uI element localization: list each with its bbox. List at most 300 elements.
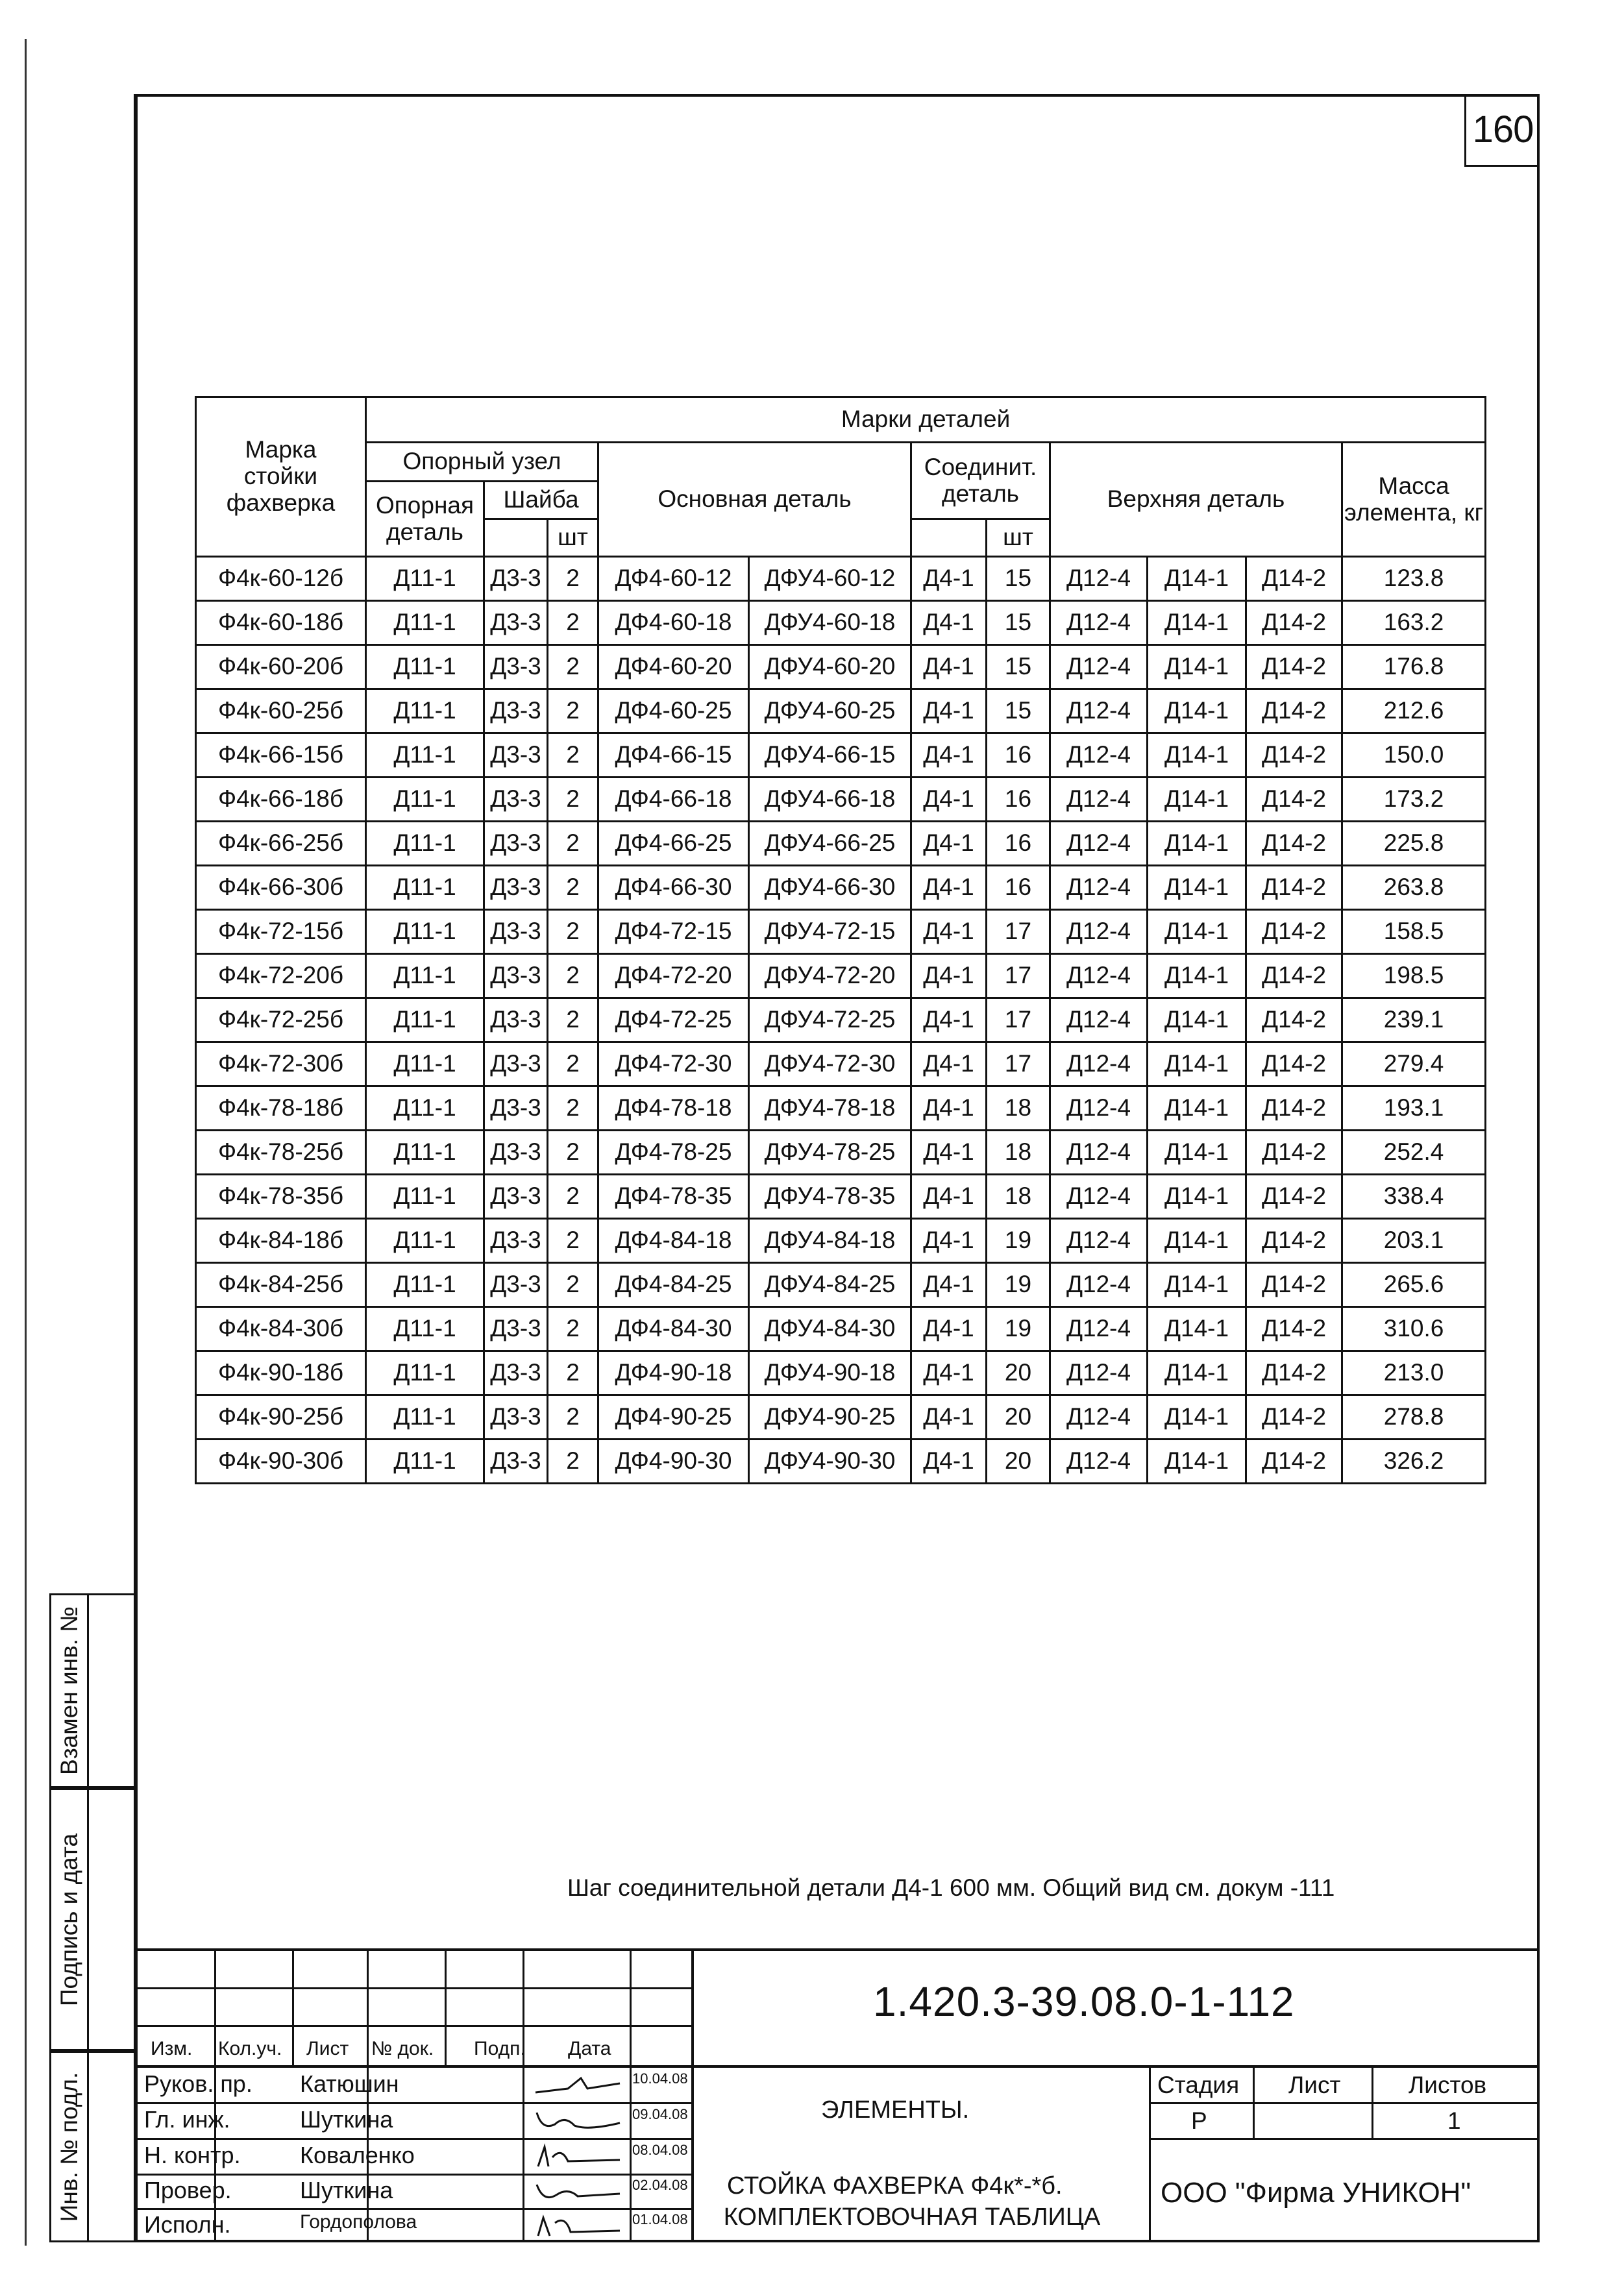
row-washer: Д3-3 xyxy=(484,645,548,689)
row-mark: Ф4к-60-25б xyxy=(196,689,366,733)
footnote: Шаг соединительной детали Д4-1 600 мм. Общий вид см. докум -111 xyxy=(567,1874,1335,1901)
row-main-part-alt: ДФУ4-84-25 xyxy=(749,1263,911,1307)
row-upper-part-2: Д14-1 xyxy=(1148,1440,1246,1484)
row-upper-part-2: Д14-1 xyxy=(1148,1219,1246,1263)
title-line-2: СТОЙКА ФАХВЕРКА Ф4к*-*б. xyxy=(727,2172,1063,2200)
row-connector-qty: 18 xyxy=(987,1175,1050,1219)
row-upper-part-3: Д14-2 xyxy=(1246,778,1342,822)
row-connector: Д4-1 xyxy=(911,866,987,910)
row-connector-qty: 16 xyxy=(987,866,1050,910)
table-row xyxy=(196,1131,1486,1175)
row-mark: Ф4к-66-25б xyxy=(196,822,366,866)
row-mass: 212.6 xyxy=(1342,689,1486,733)
sheet-number: 160 xyxy=(1464,94,1540,167)
row-main-part-alt: ДФУ4-72-20 xyxy=(749,954,911,998)
row-upper-part-2: Д14-1 xyxy=(1148,1042,1246,1086)
row-connector-qty: 19 xyxy=(987,1307,1050,1351)
row-support-part: Д11-1 xyxy=(366,778,484,822)
row-connector: Д4-1 xyxy=(911,910,987,954)
row-mark: Ф4к-60-20б xyxy=(196,645,366,689)
table-row xyxy=(196,1175,1486,1219)
row-washer: Д3-3 xyxy=(484,1219,548,1263)
row-main-part: ДФ4-90-18 xyxy=(598,1351,749,1395)
row-connector: Д4-1 xyxy=(911,822,987,866)
row-washer: Д3-3 xyxy=(484,1263,548,1307)
row-mass: 173.2 xyxy=(1342,778,1486,822)
row-mark: Ф4к-66-18б xyxy=(196,778,366,822)
row-main-part: ДФ4-84-30 xyxy=(598,1307,749,1351)
table-row xyxy=(196,733,1486,778)
row-mass: 278.8 xyxy=(1342,1395,1486,1440)
row-upper-part-1: Д12-4 xyxy=(1050,557,1148,601)
row-main-part-alt: ДФУ4-78-35 xyxy=(749,1175,911,1219)
table-row xyxy=(196,998,1486,1042)
signature-scribble xyxy=(529,2105,626,2136)
row-support-part: Д11-1 xyxy=(366,1086,484,1131)
row-mark: Ф4к-66-15б xyxy=(196,733,366,778)
row-upper-part-1: Д12-4 xyxy=(1050,1263,1148,1307)
row-upper-part-1: Д12-4 xyxy=(1050,1395,1148,1440)
row-mass: 279.4 xyxy=(1342,1042,1486,1086)
row-mass: 326.2 xyxy=(1342,1440,1486,1484)
company-name: ООО "Фирма УНИКОН" xyxy=(1161,2177,1471,2209)
title-line-1: ЭЛЕМЕНТЫ. xyxy=(821,2096,970,2124)
row-support-part: Д11-1 xyxy=(366,601,484,645)
row-connector-qty: 17 xyxy=(987,954,1050,998)
header-washer-blank xyxy=(484,519,548,557)
row-main-part: ДФ4-66-30 xyxy=(598,866,749,910)
row-connector: Д4-1 xyxy=(911,1351,987,1395)
row-upper-part-1: Д12-4 xyxy=(1050,998,1148,1042)
sheet-label: Лист xyxy=(1288,2072,1341,2098)
row-main-part-alt: ДФУ4-66-15 xyxy=(749,733,911,778)
row-upper-part-2: Д14-1 xyxy=(1148,910,1246,954)
row-washer: Д3-3 xyxy=(484,1395,548,1440)
row-connector-qty: 20 xyxy=(987,1395,1050,1440)
row-upper-part-1: Д12-4 xyxy=(1050,645,1148,689)
row-upper-part-3: Д14-2 xyxy=(1246,1351,1342,1395)
row-support-part: Д11-1 xyxy=(366,866,484,910)
stage-label: Стадия xyxy=(1157,2072,1240,2098)
row-main-part: ДФ4-84-18 xyxy=(598,1219,749,1263)
sheets-label: Листов xyxy=(1409,2072,1487,2098)
side-label-signature: Подпись и дата xyxy=(55,1833,82,2006)
row-upper-part-3: Д14-2 xyxy=(1246,954,1342,998)
row-upper-part-3: Д14-2 xyxy=(1246,1307,1342,1351)
row-washer-qty: 2 xyxy=(548,822,598,866)
table-row xyxy=(196,778,1486,822)
row-connector: Д4-1 xyxy=(911,689,987,733)
table-row xyxy=(196,954,1486,998)
row-mark: Ф4к-72-25б xyxy=(196,998,366,1042)
row-mass: 213.0 xyxy=(1342,1351,1486,1395)
row-upper-part-2: Д14-1 xyxy=(1148,1086,1246,1131)
person-date: 10.04.08 xyxy=(632,2070,688,2087)
row-mark: Ф4к-72-20б xyxy=(196,954,366,998)
header-washer-qty: шт xyxy=(548,519,598,557)
row-connector: Д4-1 xyxy=(911,1042,987,1086)
row-washer: Д3-3 xyxy=(484,733,548,778)
row-upper-part-3: Д14-2 xyxy=(1246,1175,1342,1219)
row-connector-qty: 20 xyxy=(987,1440,1050,1484)
table-row xyxy=(196,1042,1486,1086)
stage-value: Р xyxy=(1191,2107,1207,2134)
row-washer: Д3-3 xyxy=(484,866,548,910)
row-upper-part-1: Д12-4 xyxy=(1050,866,1148,910)
row-connector-qty: 16 xyxy=(987,733,1050,778)
row-support-part: Д11-1 xyxy=(366,1175,484,1219)
side-stamp-signature xyxy=(49,1788,136,2051)
row-main-part-alt: ДФУ4-66-30 xyxy=(749,866,911,910)
row-support-part: Д11-1 xyxy=(366,1307,484,1351)
person-date: 08.04.08 xyxy=(632,2142,688,2158)
row-upper-part-1: Д12-4 xyxy=(1050,822,1148,866)
row-washer-qty: 2 xyxy=(548,1440,598,1484)
row-upper-part-2: Д14-1 xyxy=(1148,1395,1246,1440)
signature-scribble xyxy=(529,2069,626,2100)
row-connector: Д4-1 xyxy=(911,998,987,1042)
signature-scribble xyxy=(529,2140,626,2172)
row-main-part-alt: ДФУ4-60-12 xyxy=(749,557,911,601)
row-mark: Ф4к-78-25б xyxy=(196,1131,366,1175)
table-row xyxy=(196,1086,1486,1131)
row-mark: Ф4к-78-18б xyxy=(196,1086,366,1131)
table-row xyxy=(196,1307,1486,1351)
row-mass: 158.5 xyxy=(1342,910,1486,954)
row-upper-part-1: Д12-4 xyxy=(1050,1219,1148,1263)
row-main-part: ДФ4-60-18 xyxy=(598,601,749,645)
row-main-part-alt: ДФУ4-60-18 xyxy=(749,601,911,645)
row-washer-qty: 2 xyxy=(548,1086,598,1131)
row-support-part: Д11-1 xyxy=(366,1219,484,1263)
row-connector: Д4-1 xyxy=(911,1086,987,1131)
side-stamp-original xyxy=(49,2051,136,2242)
table-row xyxy=(196,1395,1486,1440)
row-upper-part-3: Д14-2 xyxy=(1246,1086,1342,1131)
side-label-replaced: Взамен инв. № xyxy=(55,1606,82,1775)
table-row xyxy=(196,1351,1486,1395)
header-connector-qty: шт xyxy=(987,519,1050,557)
row-main-part: ДФ4-72-25 xyxy=(598,998,749,1042)
row-upper-part-2: Д14-1 xyxy=(1148,733,1246,778)
row-main-part: ДФ4-72-15 xyxy=(598,910,749,954)
row-upper-part-2: Д14-1 xyxy=(1148,1131,1246,1175)
row-connector-qty: 17 xyxy=(987,910,1050,954)
row-connector-qty: 16 xyxy=(987,822,1050,866)
col-label-date: Дата xyxy=(568,2038,611,2059)
row-upper-part-2: Д14-1 xyxy=(1148,1351,1246,1395)
sheets-value: 1 xyxy=(1447,2107,1461,2134)
row-upper-part-1: Д12-4 xyxy=(1050,1307,1148,1351)
row-upper-part-2: Д14-1 xyxy=(1148,866,1246,910)
col-label-sign: Подп. xyxy=(474,2038,526,2059)
row-connector: Д4-1 xyxy=(911,601,987,645)
row-main-part-alt: ДФУ4-66-18 xyxy=(749,778,911,822)
row-connector: Д4-1 xyxy=(911,1219,987,1263)
row-main-part: ДФ4-60-25 xyxy=(598,689,749,733)
row-upper-part-1: Д12-4 xyxy=(1050,910,1148,954)
row-mass: 193.1 xyxy=(1342,1086,1486,1131)
row-mass: 310.6 xyxy=(1342,1307,1486,1351)
row-mark: Ф4к-60-18б xyxy=(196,601,366,645)
row-mark: Ф4к-84-30б xyxy=(196,1307,366,1351)
row-support-part: Д11-1 xyxy=(366,1131,484,1175)
person-role: Н. контр. xyxy=(144,2142,241,2168)
row-upper-part-3: Д14-2 xyxy=(1246,733,1342,778)
row-washer-qty: 2 xyxy=(548,910,598,954)
row-main-part: ДФ4-84-25 xyxy=(598,1263,749,1307)
person-role: Провер. xyxy=(144,2177,232,2203)
row-support-part: Д11-1 xyxy=(366,1440,484,1484)
row-mark: Ф4к-90-30б xyxy=(196,1440,366,1484)
row-support-part: Д11-1 xyxy=(366,1351,484,1395)
row-connector: Д4-1 xyxy=(911,1175,987,1219)
row-connector: Д4-1 xyxy=(911,1307,987,1351)
row-connector: Д4-1 xyxy=(911,778,987,822)
row-main-part-alt: ДФУ4-72-15 xyxy=(749,910,911,954)
row-upper-part-1: Д12-4 xyxy=(1050,1131,1148,1175)
row-mark: Ф4к-72-30б xyxy=(196,1042,366,1086)
table-row xyxy=(196,1440,1486,1484)
row-washer: Д3-3 xyxy=(484,601,548,645)
row-washer-qty: 2 xyxy=(548,1263,598,1307)
col-label-list: Лист xyxy=(306,2038,349,2059)
row-upper-part-3: Д14-2 xyxy=(1246,1440,1342,1484)
row-upper-part-3: Д14-2 xyxy=(1246,1042,1342,1086)
row-upper-part-3: Д14-2 xyxy=(1246,822,1342,866)
row-washer-qty: 2 xyxy=(548,1395,598,1440)
row-washer-qty: 2 xyxy=(548,1042,598,1086)
row-upper-part-2: Д14-1 xyxy=(1148,1307,1246,1351)
signature-scribble xyxy=(529,2210,626,2241)
row-washer: Д3-3 xyxy=(484,1307,548,1351)
signature-scribble xyxy=(529,2176,626,2207)
row-washer-qty: 2 xyxy=(548,778,598,822)
row-connector: Д4-1 xyxy=(911,1440,987,1484)
row-main-part-alt: ДФУ4-78-18 xyxy=(749,1086,911,1131)
row-main-part: ДФ4-72-20 xyxy=(598,954,749,998)
person-role: Исполн. xyxy=(144,2211,231,2238)
row-washer: Д3-3 xyxy=(484,822,548,866)
title-block xyxy=(136,1948,1540,2242)
header-mark: Марка стойки фахверка xyxy=(196,397,366,557)
row-washer-qty: 2 xyxy=(548,733,598,778)
row-main-part: ДФ4-90-30 xyxy=(598,1440,749,1484)
row-main-part: ДФ4-60-20 xyxy=(598,645,749,689)
row-upper-part-3: Д14-2 xyxy=(1246,601,1342,645)
row-mass: 123.8 xyxy=(1342,557,1486,601)
row-washer-qty: 2 xyxy=(548,601,598,645)
parts-table xyxy=(195,396,1486,1484)
row-washer: Д3-3 xyxy=(484,689,548,733)
row-main-part-alt: ДФУ4-72-25 xyxy=(749,998,911,1042)
row-support-part: Д11-1 xyxy=(366,733,484,778)
row-connector: Д4-1 xyxy=(911,645,987,689)
header-connector-blank xyxy=(911,519,987,557)
row-washer: Д3-3 xyxy=(484,1175,548,1219)
row-upper-part-3: Д14-2 xyxy=(1246,1395,1342,1440)
row-main-part-alt: ДФУ4-60-20 xyxy=(749,645,911,689)
row-mark: Ф4к-90-18б xyxy=(196,1351,366,1395)
row-main-part-alt: ДФУ4-84-18 xyxy=(749,1219,911,1263)
row-mark: Ф4к-78-35б xyxy=(196,1175,366,1219)
row-main-part-alt: ДФУ4-60-25 xyxy=(749,689,911,733)
row-upper-part-2: Д14-1 xyxy=(1148,954,1246,998)
row-upper-part-1: Д12-4 xyxy=(1050,1351,1148,1395)
row-upper-part-2: Д14-1 xyxy=(1148,998,1246,1042)
row-washer: Д3-3 xyxy=(484,998,548,1042)
row-mark: Ф4к-84-25б xyxy=(196,1263,366,1307)
row-mass: 198.5 xyxy=(1342,954,1486,998)
row-support-part: Д11-1 xyxy=(366,1395,484,1440)
row-upper-part-2: Д14-1 xyxy=(1148,822,1246,866)
row-main-part-alt: ДФУ4-90-25 xyxy=(749,1395,911,1440)
row-upper-part-2: Д14-1 xyxy=(1148,557,1246,601)
table-row xyxy=(196,1263,1486,1307)
row-upper-part-3: Д14-2 xyxy=(1246,1131,1342,1175)
row-connector-qty: 17 xyxy=(987,1042,1050,1086)
row-main-part: ДФ4-72-30 xyxy=(598,1042,749,1086)
row-upper-part-3: Д14-2 xyxy=(1246,910,1342,954)
row-washer-qty: 2 xyxy=(548,689,598,733)
row-upper-part-1: Д12-4 xyxy=(1050,733,1148,778)
row-mark: Ф4к-60-12б xyxy=(196,557,366,601)
col-label-doc: № док. xyxy=(371,2038,434,2059)
row-upper-part-2: Д14-1 xyxy=(1148,601,1246,645)
row-upper-part-1: Д12-4 xyxy=(1050,1042,1148,1086)
table-row xyxy=(196,645,1486,689)
row-washer-qty: 2 xyxy=(548,998,598,1042)
row-main-part: ДФ4-78-18 xyxy=(598,1086,749,1131)
row-upper-part-2: Д14-1 xyxy=(1148,778,1246,822)
row-upper-part-1: Д12-4 xyxy=(1050,1175,1148,1219)
row-connector: Д4-1 xyxy=(911,733,987,778)
row-main-part-alt: ДФУ4-78-25 xyxy=(749,1131,911,1175)
row-mass: 203.1 xyxy=(1342,1219,1486,1263)
row-washer-qty: 2 xyxy=(548,1307,598,1351)
row-connector-qty: 17 xyxy=(987,998,1050,1042)
person-name: Гордополова xyxy=(300,2211,417,2233)
side-label-original: Инв. № подл. xyxy=(55,2072,82,2222)
row-mass: 150.0 xyxy=(1342,733,1486,778)
header-mass: Масса элемента, кг xyxy=(1342,443,1486,557)
header-upper-part: Верхняя деталь xyxy=(1050,443,1342,557)
row-main-part: ДФ4-78-35 xyxy=(598,1175,749,1219)
row-connector-qty: 16 xyxy=(987,778,1050,822)
row-support-part: Д11-1 xyxy=(366,689,484,733)
person-name: Шуткина xyxy=(300,2106,393,2133)
row-support-part: Д11-1 xyxy=(366,822,484,866)
row-upper-part-1: Д12-4 xyxy=(1050,1086,1148,1131)
row-support-part: Д11-1 xyxy=(366,1263,484,1307)
row-main-part-alt: ДФУ4-90-18 xyxy=(749,1351,911,1395)
row-main-part-alt: ДФУ4-84-30 xyxy=(749,1307,911,1351)
row-washer-qty: 2 xyxy=(548,954,598,998)
row-main-part: ДФ4-66-15 xyxy=(598,733,749,778)
row-washer: Д3-3 xyxy=(484,1351,548,1395)
row-upper-part-3: Д14-2 xyxy=(1246,998,1342,1042)
row-upper-part-3: Д14-2 xyxy=(1246,866,1342,910)
row-connector-qty: 15 xyxy=(987,601,1050,645)
row-washer: Д3-3 xyxy=(484,1086,548,1131)
row-connector-qty: 18 xyxy=(987,1131,1050,1175)
row-main-part: ДФ4-90-25 xyxy=(598,1395,749,1440)
header-support-part: Опорная деталь xyxy=(366,482,484,557)
row-upper-part-1: Д12-4 xyxy=(1050,778,1148,822)
row-connector-qty: 20 xyxy=(987,1351,1050,1395)
row-mass: 176.8 xyxy=(1342,645,1486,689)
person-date: 02.04.08 xyxy=(632,2177,688,2193)
row-upper-part-1: Д12-4 xyxy=(1050,954,1148,998)
person-role: Руков. пр. xyxy=(144,2070,252,2097)
row-connector-qty: 15 xyxy=(987,645,1050,689)
header-support-node: Опорный узел xyxy=(366,443,598,482)
row-washer-qty: 2 xyxy=(548,1175,598,1219)
row-washer: Д3-3 xyxy=(484,1131,548,1175)
row-mark: Ф4к-84-18б xyxy=(196,1219,366,1263)
row-washer-qty: 2 xyxy=(548,1131,598,1175)
header-parts-group: Марки деталей xyxy=(366,397,1486,443)
row-mass: 239.1 xyxy=(1342,998,1486,1042)
person-role: Гл. инж. xyxy=(144,2106,230,2133)
row-support-part: Д11-1 xyxy=(366,1042,484,1086)
person-name: Шуткина xyxy=(300,2177,393,2203)
col-label-kol: Кол.уч. xyxy=(218,2038,282,2059)
row-main-part: ДФ4-66-18 xyxy=(598,778,749,822)
row-mass: 163.2 xyxy=(1342,601,1486,645)
row-washer-qty: 2 xyxy=(548,557,598,601)
row-connector: Д4-1 xyxy=(911,1263,987,1307)
row-washer: Д3-3 xyxy=(484,954,548,998)
table-row xyxy=(196,866,1486,910)
side-stamp-replaced xyxy=(49,1593,136,1788)
row-main-part: ДФ4-78-25 xyxy=(598,1131,749,1175)
row-washer-qty: 2 xyxy=(548,866,598,910)
row-connector-qty: 15 xyxy=(987,689,1050,733)
row-support-part: Д11-1 xyxy=(366,557,484,601)
row-mass: 338.4 xyxy=(1342,1175,1486,1219)
person-date: 09.04.08 xyxy=(632,2106,688,2122)
row-connector-qty: 19 xyxy=(987,1219,1050,1263)
row-connector-qty: 19 xyxy=(987,1263,1050,1307)
row-upper-part-3: Д14-2 xyxy=(1246,557,1342,601)
row-washer-qty: 2 xyxy=(548,1219,598,1263)
row-main-part-alt: ДФУ4-90-30 xyxy=(749,1440,911,1484)
row-washer-qty: 2 xyxy=(548,645,598,689)
row-mass: 252.4 xyxy=(1342,1131,1486,1175)
row-upper-part-3: Д14-2 xyxy=(1246,1219,1342,1263)
row-connector-qty: 15 xyxy=(987,557,1050,601)
row-support-part: Д11-1 xyxy=(366,954,484,998)
row-connector: Д4-1 xyxy=(911,954,987,998)
row-main-part-alt: ДФУ4-66-25 xyxy=(749,822,911,866)
row-upper-part-3: Д14-2 xyxy=(1246,645,1342,689)
table-row xyxy=(196,1219,1486,1263)
row-washer-qty: 2 xyxy=(548,1351,598,1395)
row-upper-part-2: Д14-1 xyxy=(1148,1263,1246,1307)
row-washer: Д3-3 xyxy=(484,910,548,954)
person-name: Катюшин xyxy=(300,2070,399,2097)
row-mark: Ф4к-66-30б xyxy=(196,866,366,910)
person-name: Коваленко xyxy=(300,2142,415,2168)
row-upper-part-1: Д12-4 xyxy=(1050,689,1148,733)
title-line-3: КОМПЛЕКТОВОЧНАЯ ТАБЛИЦА xyxy=(723,2203,1101,2231)
col-label-izm: Изм. xyxy=(151,2038,193,2059)
row-mass: 265.6 xyxy=(1342,1263,1486,1307)
row-upper-part-1: Д12-4 xyxy=(1050,1440,1148,1484)
row-main-part: ДФ4-66-25 xyxy=(598,822,749,866)
row-main-part-alt: ДФУ4-72-30 xyxy=(749,1042,911,1086)
